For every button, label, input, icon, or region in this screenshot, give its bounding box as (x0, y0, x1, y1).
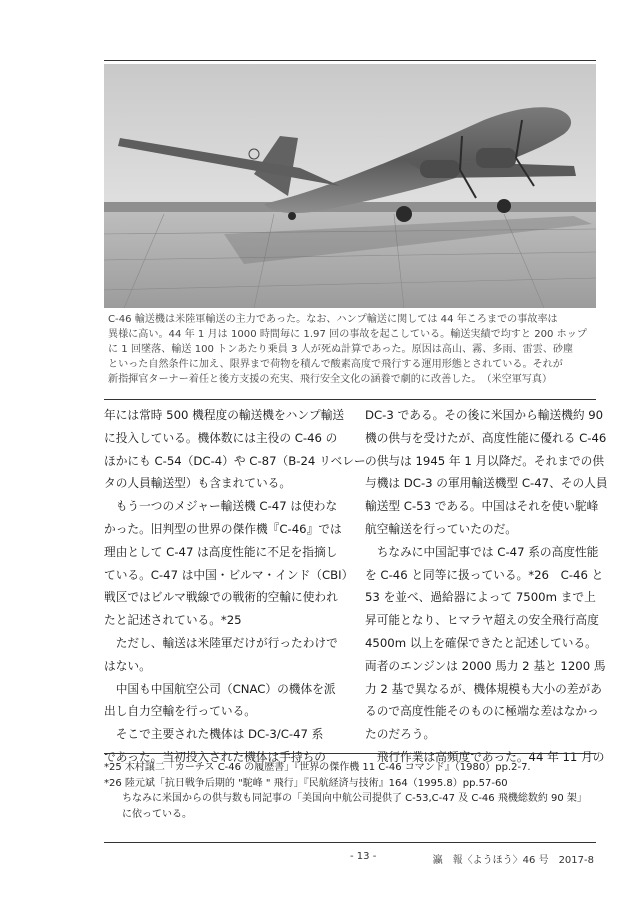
body-line: ている。C-47 は中国・ビルマ・インド（CBI） (104, 567, 354, 582)
footnote-marker: *25 (104, 762, 122, 773)
body-line: 両者のエンジンは 2000 馬力 2 基と 1200 馬 (365, 658, 606, 673)
body-line: 4500m 以上を確保できたと記述している。 (365, 635, 597, 650)
body-line: 出し自力空輸を行っている。 (104, 704, 256, 719)
body-line: であった。当初投入された機体は手持ちの (104, 749, 326, 764)
page-number: - 13 - (350, 851, 377, 862)
body-line: ほかにも C-54（DC-4）や C-87（B-24 リベレー (104, 453, 366, 468)
body-line: ただし、輸送は米陸軍だけが行ったわけで (104, 635, 338, 650)
body-line: 53 を並べ、過給器によって 7500m まで上 (365, 590, 596, 605)
body-line: 理由として C-47 は高度性能に不足を指摘し (104, 544, 338, 559)
body-column-left (104, 404, 366, 769)
caption-line: 新指揮官ターナー着任と後方支援の充実、飛行安全文化の涵養で劇的に改善した。 （米空軍写真） (108, 374, 553, 385)
footnote-marker: *26 (104, 777, 122, 789)
footnote-continuation: に依っている。 (122, 808, 192, 820)
footnote-25 (104, 760, 596, 776)
footnote-text: 陸元斌「抗日戦争后期的 "駝峰 " 飛行」『民航経済与技術』164（1995.8）pp.57-60 (124, 777, 508, 789)
top-rule (104, 60, 596, 61)
body-column-right (365, 404, 609, 769)
caption-line: C-46 輸送機は米陸軍輸送の主力であった。なお、ハンプ輸送に関しては 44 年ころまでの事故率は (108, 314, 558, 325)
body-line: 航空輸送を行っていたのだ。 (365, 521, 517, 536)
c46-aircraft-photo (104, 64, 596, 308)
body-line: 機の供与を受けたが、高度性能に優れる C-46 (365, 430, 607, 445)
body-line: たと記述されている。*25 (104, 613, 242, 628)
body-line: 輸送型 C-53 である。中国はそれを使い駝峰 (365, 499, 599, 514)
body-line: の供与は 1945 年 1 月以降だ。それまでの供 (365, 453, 605, 468)
body-line: 与機は DC-3 の軍用輸送機型 C-47、その人員 (365, 476, 608, 491)
body-line: たのだろう。 (365, 727, 436, 742)
body-line: そこで主要された機体は DC-3/C-47 系 (104, 727, 324, 742)
body-line: るので高度性能そのものに極端な差はなかっ (365, 704, 599, 719)
body-line: はない。 (104, 658, 151, 673)
body-line: もう一つのメジャー輸送機 C-47 は使わな (104, 499, 338, 514)
photo-caption (108, 312, 596, 387)
body-line: タの人員輸送型）も含まれている。 (104, 476, 292, 491)
body-line: を C-46 と同等に扱っている。*26 C-46 と (365, 567, 604, 582)
body-line: DC-3 である。その後に米国から輸送機約 90 (365, 408, 604, 422)
caption-line: 異様に高い。44 年 1 月は 1000 時間毎に 1.97 回の事故を起こしている。輸送実績で均すと 200 ホップ (108, 329, 587, 340)
body-line: ちなみに中国記事では C-47 系の高度性能 (365, 544, 599, 559)
body-line: に投入している。機体数には主役の C-46 の (104, 430, 338, 445)
footnotes (104, 760, 596, 822)
bottom-rule (104, 842, 596, 843)
footnote-26 (104, 776, 596, 792)
caption-rule (104, 399, 596, 400)
footnote-rule (104, 753, 596, 754)
body-line: 戦区ではビルマ戦線での戦術的空輸に使われ (104, 590, 338, 605)
footnote-text: 木村譲二「カーチス C-46 の履歴書」『世界の傑作機 11 C-46 コマンド』（1980）pp.2-7. (124, 762, 531, 773)
body-line: 昇可能となり、ヒマラヤ超えの安全飛行高度 (365, 613, 599, 628)
journal-issue: 瀛 報〈ようほう〉46 号 2017-8 (432, 855, 594, 866)
body-line: 年には常時 500 機程度の輸送機をハンプ輸送 (104, 408, 345, 422)
body-line: 中国も中国航空公司（CNAC）の機体を派 (104, 681, 336, 696)
body-line: 飛行作業は高頻度であった。44 年 11 月の (365, 749, 605, 764)
body-line: かった。旧判型の世界の傑作機『C-46』では (104, 521, 342, 536)
footnote-continuation: ちなみに米国からの供与数も同記事の「美国向中航公司提供了 C-53,C-47 及 C-46 飛機総数約 90 架」 (122, 793, 587, 804)
body-line: 力 2 基で異なるが、機体規模も大小の差があ (365, 681, 602, 696)
caption-line: といった自然条件に加え、限界まで荷物を積んで酸素高度で飛行する運用形態とされている。それが (108, 359, 563, 370)
caption-line: に 1 回墜落、輸送 100 トンあたり乗員 3 人が死ぬ計算であった。原因は高山、霧、多雨、雷雲、砂塵 (108, 344, 574, 355)
